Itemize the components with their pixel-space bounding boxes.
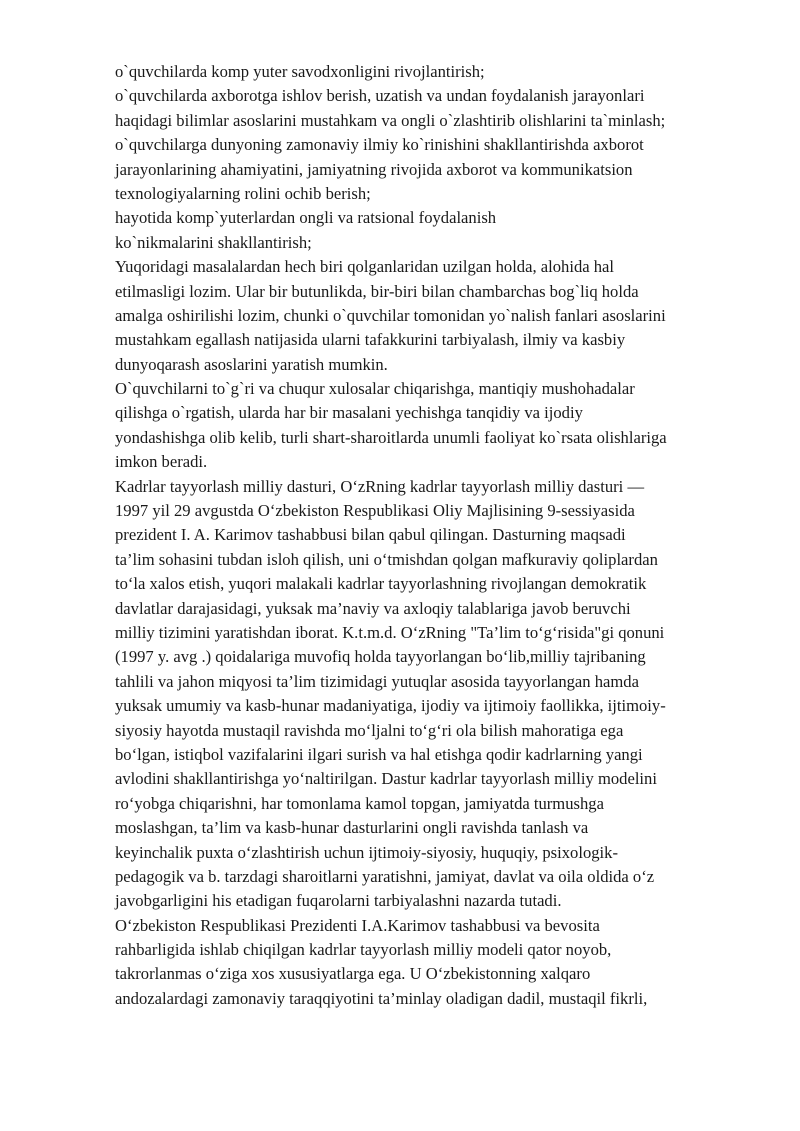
text-line: (1997 y. avg .) qoidalariga muvofiq holda tayyorlangan bo‘lib,milliy tajribaning <box>115 647 646 667</box>
text-line: siyosiy hayotda mustaqil ravishda mo‘ljalni to‘g‘ri ola bilish mahoratiga ega <box>115 720 624 740</box>
text-line: o`quvchilarga dunyoning zamonaviy ilmiy ko`rinishini shakllantirishda axborot <box>115 135 644 155</box>
text-line: prezident I. A. Karimov tashabbusi bilan qabul qilingan. Dasturning maqsadi <box>115 525 626 545</box>
text-line: bo‘lgan, istiqbol vazifalarini ilgari surish va hal etishga qodir kadrlarning yangi <box>115 744 643 764</box>
text-line: takrorlanmas o‘ziga xos xususiyatlarga ega. U O‘zbekistonning xalqaro <box>115 964 591 984</box>
text-line: javobgarligini his etadigan fuqarolarni tarbiyalashni nazarda tutadi. <box>115 891 562 911</box>
document-body-text <box>115 60 755 1011</box>
text-line: ta’lim sohasini tubdan isloh qilish, uni o‘tmishdan qolgan mafkuraviy qoliplardan <box>115 549 658 569</box>
text-line: avlodini shakllantirishga yo‘naltirilgan. Dastur kadrlar tayyorlash milliy modelini <box>115 769 657 789</box>
text-line: o`quvchilarda komp yuter savodxonligini rivojlantirish; <box>115 62 485 81</box>
text-line: hayotida komp`yuterlardan ongli va ratsional foydalanish <box>115 208 497 228</box>
text-line: yuksak umumiy va kasb-hunar madaniyatiga, ijodiy va ijtimoiy faollikka, ijtimoiy- <box>115 696 666 716</box>
text-line: to‘la xalos etish, yuqori malakali kadrlar tayyorlashning rivojlangan demokratik <box>115 574 647 594</box>
text-line: ko`nikmalarini shakllantirish; <box>115 232 312 252</box>
text-line: tahlili va jahon miqyosi ta’lim tizimidagi yutuqlar asosida tayyorlangan hamda <box>115 671 639 691</box>
text-line: rahbarligida ishlab chiqilgan kadrlar tayyorlash milliy modeli qator noyob, <box>115 940 612 960</box>
text-line: pedagogik va b. tarzdagi sharoitlarni yaratishni, jamiyat, davlat va oila oldida o‘z <box>115 866 655 886</box>
text-line: imkon beradi. <box>115 452 208 472</box>
text-line: andozalardagi zamonaviy taraqqiyotini ta’minlay oladigan dadil, mustaqil fikrli, <box>115 988 648 1008</box>
text-line: milliy tizimini yaratishdan iborat. K.t.m.d. O‘zRning "Ta’lim to‘g‘risida"gi qonuni <box>115 622 665 642</box>
text-line: etilmasligi lozim. Ular bir butunlikda, bir-biri bilan chambarchas bog`liq holda <box>115 281 639 301</box>
text-line: haqidagi bilimlar asoslarini mustahkam va ongli o`zlashtirib olishlarini ta`minlash; <box>115 110 666 130</box>
text-line: qilishga o`rgatish, ularda har bir masalani yechishga tanqidiy va ijodiy <box>115 403 583 423</box>
text-line: O‘zbekiston Respublikasi Prezidenti I.A.Karimov tashabbusi va bevosita <box>115 915 600 935</box>
text-line: keyinchalik puxta o‘zlashtirish uchun ijtimoiy-siyosiy, huquqiy, psixologik- <box>115 842 618 862</box>
text-line: ro‘yobga chiqarishni, har tomonlama kamol topgan, jamiyatda turmushga <box>115 793 604 813</box>
text-line: davlatlar darajasidagi, yuksak ma’naviy va axloqiy talablariga javob beruvchi <box>115 598 631 618</box>
text-line: moslashgan, ta’lim va kasb-hunar dasturlarini ongli ravishda tanlash va <box>115 818 589 838</box>
text-line: amalga oshirilishi lozim, chunki o`quvchilar tomonidan yo`nalish fanlari asoslarini <box>115 305 666 325</box>
text-line: mustahkam egallash natijasida ularni tafakkurini tarbiyalash, ilmiy va kasbiy <box>115 330 626 350</box>
text-line: Kadrlar tayyorlash milliy dasturi, O‘zRning kadrlar tayyorlash milliy dasturi — <box>115 476 645 496</box>
text-line: o`quvchilarda axborotga ishlov berish, uzatish va undan foydalanish jarayonlari <box>115 86 645 106</box>
text-line: jarayonlarining ahamiyatini, jamiyatning rivojida axborot va kommunikatsion <box>115 159 633 179</box>
text-line: dunyoqarash asoslarini yaratish mumkin. <box>115 354 388 374</box>
text-line: 1997 yil 29 avgustda O‘zbekiston Respublikasi Oliy Majlisining 9-sessiyasida <box>115 501 635 521</box>
text-line: texnologiyalarning rolini ochib berish; <box>115 183 371 203</box>
text-line: O`quvchilarni to`g`ri va chuqur xulosalar chiqarishga, mantiqiy mushohadalar <box>115 379 635 399</box>
text-line: Yuqoridagi masalalardan hech biri qolganlaridan uzilgan holda, alohida hal <box>115 257 615 277</box>
text-line: yondashishga olib kelib, turli shart-sharoitlarda unumli faoliyat ko`rsata olishlariga <box>115 427 667 447</box>
